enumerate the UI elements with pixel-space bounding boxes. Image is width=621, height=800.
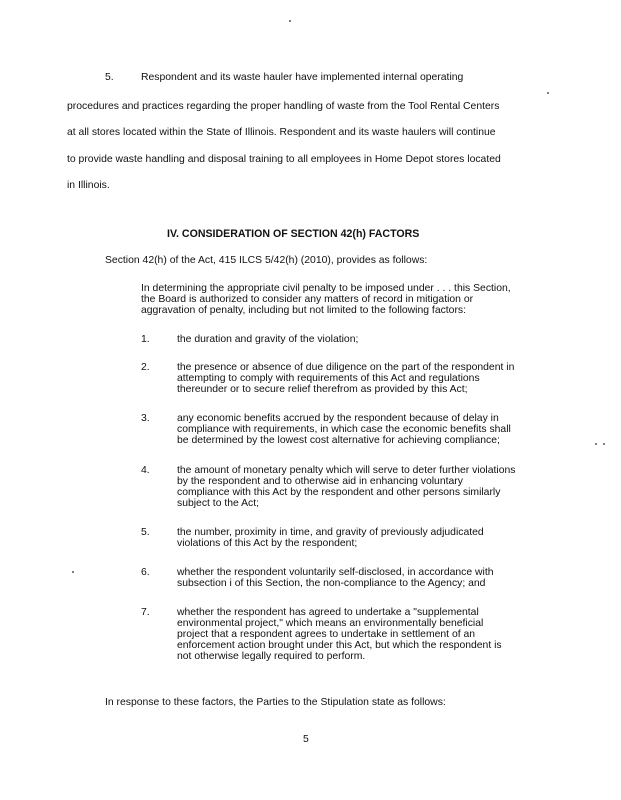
factor-line: the number, proximity in time, and gravity of previously adjudicated xyxy=(177,527,484,538)
factor-number: 1. xyxy=(141,334,150,345)
paragraph-line: procedures and practices regarding the proper handling of waste from the Tool Rental Centers xyxy=(67,101,500,112)
closing-sentence: In response to these factors, the Parties to the Stipulation state as follows: xyxy=(105,697,446,708)
factor-number: 7. xyxy=(141,607,150,618)
scan-speck xyxy=(595,443,597,445)
factor-line: the presence or absence of due diligence on the part of the respondent in xyxy=(177,362,515,373)
paragraph-line: to provide waste handling and disposal training to all employees in Home Depot stores located xyxy=(67,154,501,165)
factor-line: subject to the Act; xyxy=(177,498,260,509)
factor-line: thereunder or to secure relief therefrom as provided by this Act; xyxy=(177,384,468,395)
paragraph-line: at all stores located within the State of Illinois. Respondent and its waste haulers will continue xyxy=(67,127,496,138)
factor-number: 5. xyxy=(141,527,150,538)
factor-line: environmental project," which means an environmentally beneficial xyxy=(177,618,484,629)
factor-line: attempting to comply with requirements of this Act and regulations xyxy=(177,373,480,384)
quote-line: aggravation of penalty, including but not limited to the following factors: xyxy=(141,305,466,316)
quote-line: the Board is authorized to consider any matters of record in mitigation or xyxy=(141,294,474,305)
factor-line: the duration and gravity of the violation; xyxy=(177,334,359,345)
factor-line: not otherwise legally required to perform. xyxy=(177,651,366,662)
factor-number: 4. xyxy=(141,465,150,476)
factor-line: project that a respondent agrees to undertake in settlement of an xyxy=(177,629,476,640)
factor-line: violations of this Act by the respondent; xyxy=(177,538,358,549)
factor-line: the amount of monetary penalty which will serve to deter further violations xyxy=(177,465,516,476)
intro-sentence: Section 42(h) of the Act, 415 ILCS 5/42(h) (2010), provides as follows: xyxy=(105,255,428,266)
factor-line: enforcement action brought under this Act, but which the respondent is xyxy=(177,640,502,651)
paragraph-line: in Illinois. xyxy=(67,180,110,191)
factor-line: be determined by the lowest cost alternative for achieving compliance; xyxy=(177,435,500,446)
factor-number: 6. xyxy=(141,567,150,578)
paragraph-number: 5. xyxy=(105,72,114,83)
scan-speck xyxy=(72,571,74,573)
scan-speck xyxy=(603,443,605,445)
factor-line: whether the respondent voluntarily self-disclosed, in accordance with xyxy=(177,567,494,578)
factor-line: whether the respondent has agreed to undertake a "supplemental xyxy=(177,607,479,618)
factor-line: compliance with this Act by the respondent and other persons similarly xyxy=(177,487,501,498)
quote-line: In determining the appropriate civil penalty to be imposed under . . . this Section, xyxy=(141,283,511,294)
scan-speck xyxy=(547,92,549,94)
paragraph-line: Respondent and its waste hauler have implemented internal operating xyxy=(141,72,464,83)
factor-line: any economic benefits accrued by the respondent because of delay in xyxy=(177,413,499,424)
factor-number: 2. xyxy=(141,362,150,373)
scan-speck xyxy=(289,20,291,22)
page-number: 5 xyxy=(303,734,309,745)
section-heading: IV. CONSIDERATION OF SECTION 42(h) FACTORS xyxy=(167,228,420,240)
factor-number: 3. xyxy=(141,413,150,424)
factor-line: subsection i of this Section, the non-compliance to the Agency; and xyxy=(177,578,486,589)
factor-line: compliance with requirements, in which case the economic benefits shall xyxy=(177,424,511,435)
factor-line: by the respondent and to otherwise aid in enhancing voluntary xyxy=(177,476,463,487)
